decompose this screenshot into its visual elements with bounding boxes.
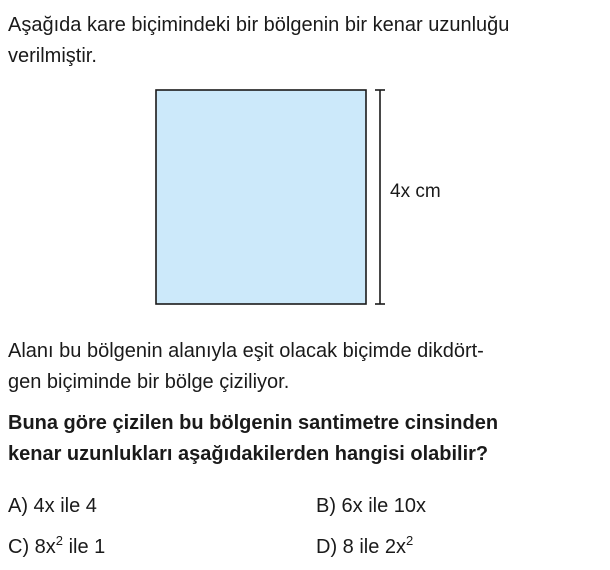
option-c[interactable] bbox=[8, 535, 105, 559]
intro-text bbox=[8, 10, 600, 72]
option-b-text: B) 6x ile 10x bbox=[316, 495, 427, 517]
statement-line-2: gen biçiminde bir bölge çiziliyor. bbox=[8, 371, 290, 393]
option-a-text: A) 4x ile 4 bbox=[8, 495, 97, 517]
side-length-label: 4x cm bbox=[390, 181, 441, 202]
option-c-exponent: 2 bbox=[55, 533, 64, 548]
option-d[interactable] bbox=[316, 535, 413, 559]
option-b[interactable] bbox=[316, 494, 426, 518]
question-line-1: Buna göre çizilen bu bölgenin santimetre cinsinden bbox=[8, 412, 499, 434]
intro-line-2: verilmiştir. bbox=[8, 45, 97, 67]
option-c-prefix: C) 8x bbox=[8, 536, 56, 558]
option-c-suffix: ile 1 bbox=[63, 536, 106, 558]
square-figure bbox=[150, 84, 460, 310]
option-d-exponent: 2 bbox=[406, 533, 414, 548]
statement-line-1: Alanı bu bölgenin alanıyla eşit olacak biçimde dikdört- bbox=[8, 340, 484, 362]
square-region bbox=[156, 90, 366, 304]
dimension-marker bbox=[375, 90, 385, 304]
statement-text bbox=[8, 336, 600, 398]
option-d-prefix: D) 8 ile 2x bbox=[316, 536, 407, 558]
question-text bbox=[8, 408, 600, 470]
intro-line-1: Aşağıda kare biçimindeki bir bölgenin bir kenar uzunluğu bbox=[8, 14, 510, 36]
option-a[interactable] bbox=[8, 494, 97, 518]
question-line-2: kenar uzunlukları aşağıdakilerden hangisi olabilir? bbox=[8, 443, 489, 465]
